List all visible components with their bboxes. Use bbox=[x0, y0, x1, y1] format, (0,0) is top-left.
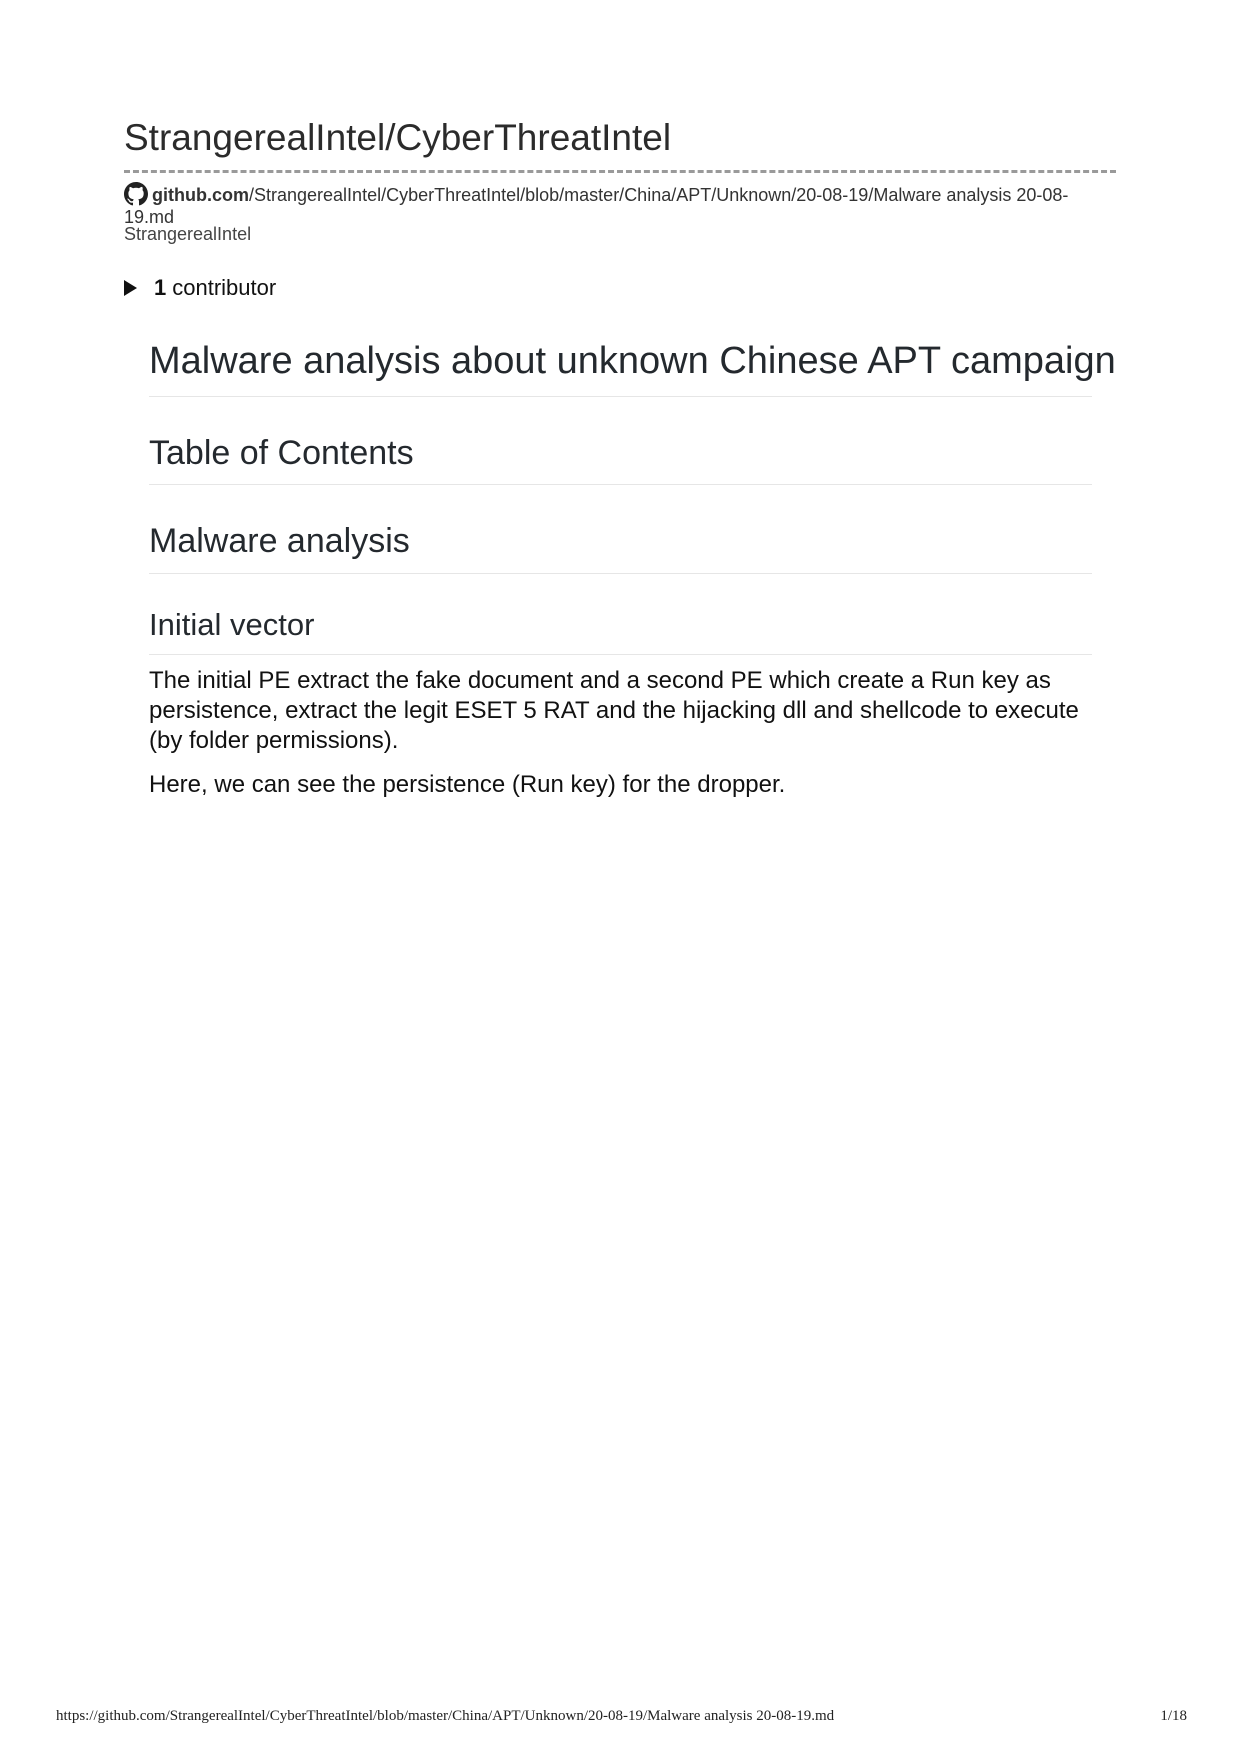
repo-title: StrangerealIntel/CyberThreatIntel bbox=[124, 117, 672, 158]
source-domain: github.com bbox=[152, 185, 249, 205]
source-path: /StrangerealIntel/CyberThreatIntel/blob/master/China/APT/Unknown/20-08-19/Malware analysis 20-08-19.md bbox=[124, 185, 1069, 227]
disclosure-triangle-icon bbox=[124, 280, 137, 296]
author-byline: StrangerealIntel bbox=[124, 224, 252, 244]
toc-heading: Table of Contents bbox=[149, 431, 1092, 485]
section-heading-malware-analysis: Malware analysis bbox=[149, 519, 1092, 574]
page-number: 1/18 bbox=[1160, 1708, 1187, 1724]
contributor-label: contributor bbox=[172, 275, 277, 300]
subsection-heading-initial-vector: Initial vector bbox=[149, 604, 1092, 655]
paragraph-initial-vector: The initial PE extract the fake document and a second PE which create a Run key as persistence, extract the legit ESET 5 RAT and the hijacking dll and shellcode to execute (by folder permissions). bbox=[149, 667, 1079, 754]
contributors-toggle[interactable] bbox=[124, 274, 276, 302]
footer-url: https://github.com/StrangerealIntel/CyberThreatIntel/blob/master/China/APT/Unknown/20-08-19/Malware analysis 20-08-19.md bbox=[56, 1708, 835, 1724]
title-divider bbox=[124, 170, 1116, 173]
source-link[interactable] bbox=[124, 182, 1116, 228]
github-icon bbox=[124, 182, 148, 206]
article-title: Malware analysis about unknown Chinese APT campaign bbox=[149, 336, 1092, 397]
contributor-count: 1 bbox=[154, 275, 167, 300]
paragraph-persistence: Here, we can see the persistence (Run key) for the dropper. bbox=[149, 771, 786, 798]
